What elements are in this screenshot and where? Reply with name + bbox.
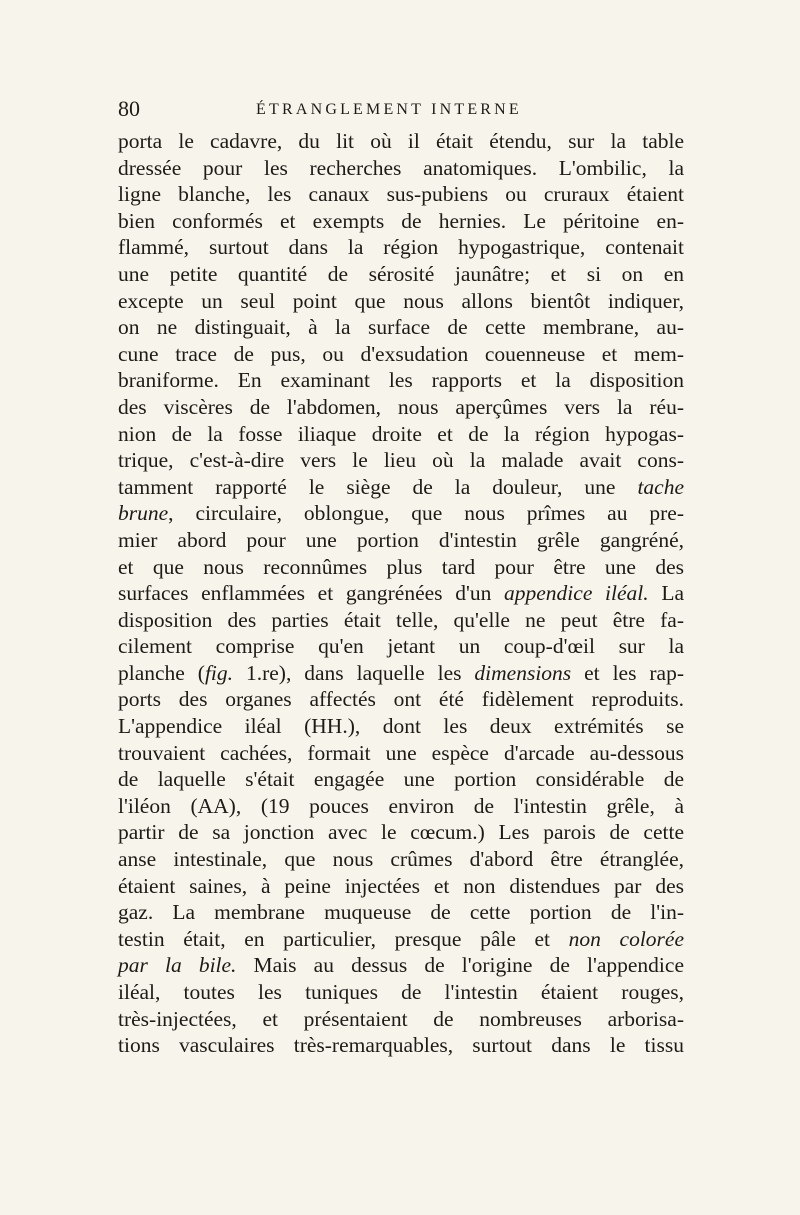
- body-text: [118, 128, 684, 1059]
- text-run: tamment rapporté le siège de la douleur, une: [118, 474, 638, 499]
- text-run: de laquelle s'était engagée une portion considérable de: [118, 767, 684, 792]
- text-line: [118, 554, 684, 581]
- text-line: [118, 181, 684, 208]
- text-run: braniforme. En examinant les rapports et la disposition: [118, 368, 684, 393]
- text-run: on ne distinguait, à la surface de cette membrane, au-: [118, 315, 684, 340]
- text-line: [118, 314, 684, 341]
- text-run: testin était, en particulier, presque pâle et: [118, 926, 569, 951]
- text-line: [118, 527, 684, 554]
- text-run: dressée pour les recherches anatomiques. L'ombilic, la: [118, 155, 684, 180]
- text-run: planche (: [118, 660, 205, 685]
- text-run: cilement comprise qu'en jetant un coup-d'œil sur la: [118, 634, 684, 659]
- text-line: [118, 607, 684, 634]
- text-run: anse intestinale, que nous crûmes d'abord être étranglée,: [118, 847, 684, 872]
- page-header: [118, 96, 683, 126]
- text-line: [118, 979, 684, 1006]
- text-run: partir de sa jonction avec le cœcum.) Les parois de cette: [118, 820, 684, 845]
- text-line: [118, 952, 684, 979]
- text-run: disposition des parties était telle, qu'elle ne peut être fa-: [118, 607, 684, 632]
- text-line: [118, 819, 684, 846]
- text-run: Mais au dessus de l'origine de l'appendice: [236, 953, 684, 978]
- text-line: [118, 899, 684, 926]
- text-line: [118, 633, 684, 660]
- running-head: ÉTRANGLEMENT INTERNE: [256, 101, 522, 118]
- text-run: des viscères de l'abdomen, nous aperçûmes vers la réu-: [118, 394, 684, 419]
- text-line: [118, 1006, 684, 1033]
- text-run: très-injectées, et présentaient de nombreuses arborisa-: [118, 1006, 684, 1031]
- italic-text-run: appendice iléal.: [504, 581, 649, 606]
- text-line: [118, 713, 684, 740]
- text-line: [118, 873, 684, 900]
- text-run: l'iléon (AA), (19 pouces environ de l'intestin grêle, à: [118, 793, 684, 818]
- text-run: ligne blanche, les canaux sus-pubiens ou cruraux étaient: [118, 182, 684, 207]
- text-run: tions vasculaires très-remarquables, surtout dans le tissu: [118, 1033, 684, 1058]
- text-line: [118, 341, 684, 368]
- text-run: iléal, toutes les tuniques de l'intestin étaient rouges,: [118, 980, 684, 1004]
- text-run: une petite quantité de sérosité jaunâtre; et si on en: [118, 261, 684, 286]
- text-line: [118, 926, 684, 953]
- text-line: [118, 208, 684, 235]
- text-run: et que nous reconnûmes plus tard pour être une des: [118, 554, 684, 579]
- text-run: mier abord pour une portion d'intestin grêle gangréné,: [118, 527, 684, 552]
- text-line: [118, 474, 684, 501]
- text-run: bien conformés et exempts de hernies. Le péritoine en-: [118, 208, 684, 233]
- italic-text-run: dimensions: [474, 660, 572, 685]
- text-run: trique, c'est-à-dire vers le lieu où la malade avait cons-: [118, 448, 684, 473]
- text-line: [118, 421, 684, 448]
- text-line: [118, 793, 684, 820]
- text-line: [118, 367, 684, 394]
- text-run: L'appendice iléal (HH.), dont les deux extrémités se: [118, 714, 684, 739]
- text-run: 1.re), dans laquelle les: [233, 660, 475, 685]
- text-line: [118, 394, 684, 421]
- page-number: 80: [118, 96, 140, 121]
- text-line: [118, 447, 684, 474]
- text-run: porta le cadavre, du lit où il était étendu, sur la table: [118, 129, 684, 153]
- text-line: [118, 155, 684, 182]
- text-line: [118, 580, 684, 607]
- text-line: [118, 234, 684, 261]
- text-run: , circulaire, oblongue, que nous prîmes au pre-: [168, 501, 684, 526]
- text-run: cune trace de pus, ou d'exsudation couenneuse et mem-: [118, 341, 684, 366]
- text-line: [118, 1032, 684, 1059]
- text-run: surfaces enflammées et gangrénées d'un: [118, 581, 505, 606]
- text-line: [118, 766, 684, 793]
- text-run: flammé, surtout dans la région hypogastrique, contenait: [118, 235, 684, 260]
- italic-text-run: fig.: [204, 660, 234, 685]
- text-line: [118, 261, 684, 288]
- italic-text-run: tache: [637, 474, 684, 499]
- text-run: étaient saines, à peine injectées et non distendues par des: [118, 873, 684, 898]
- text-line: [118, 740, 684, 767]
- text-run: trouvaient cachées, formait une espèce d'arcade au-dessous: [118, 740, 684, 765]
- text-run: excepte un seul point que nous allons bientôt indiquer,: [118, 288, 684, 313]
- text-run: La: [648, 581, 684, 606]
- italic-text-run: par la bile.: [118, 953, 237, 978]
- text-line: [118, 686, 684, 713]
- text-run: et les rap-: [571, 660, 684, 685]
- text-line: [118, 128, 684, 155]
- text-line: [118, 846, 684, 873]
- italic-text-run: brune: [118, 501, 169, 526]
- text-run: ports des organes affectés ont été fidèlement reproduits.: [118, 687, 684, 712]
- text-line: [118, 500, 684, 527]
- text-run: nion de la fosse iliaque droite et de la région hypogas-: [118, 421, 684, 446]
- text-line: [118, 660, 684, 687]
- italic-text-run: non colorée: [568, 926, 685, 951]
- text-run: gaz. La membrane muqueuse de cette portion de l'in-: [118, 900, 684, 925]
- text-line: [118, 288, 684, 315]
